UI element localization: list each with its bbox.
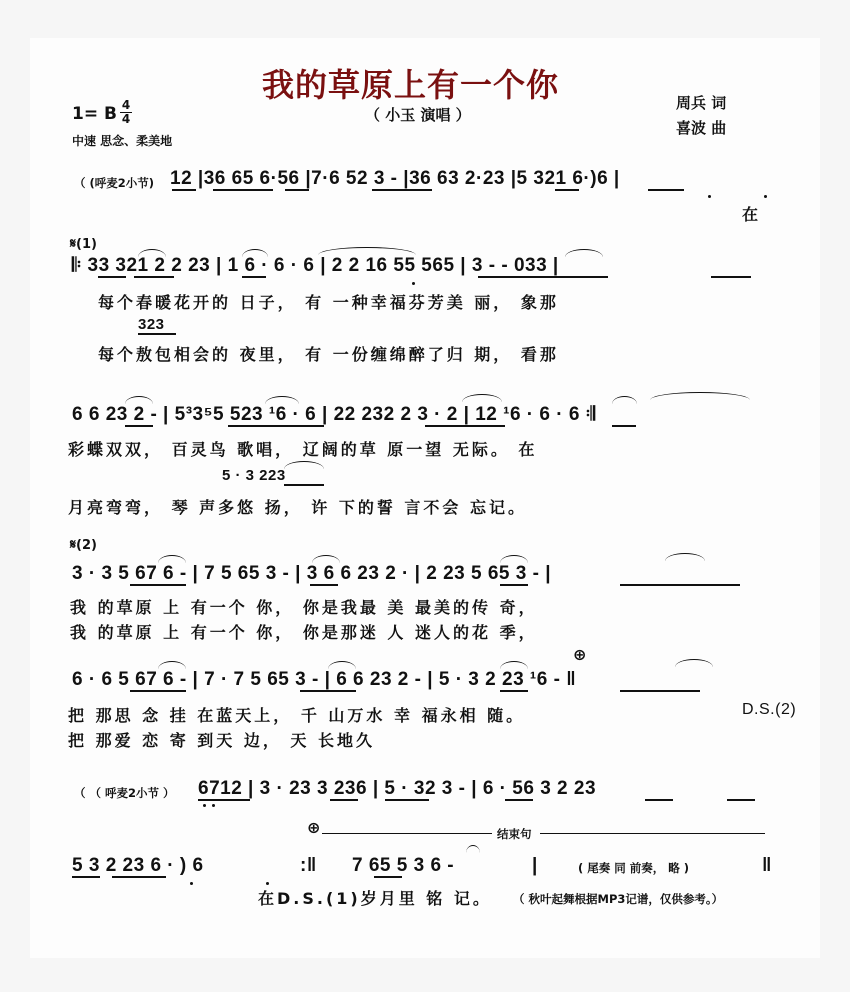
meter-bottom: 4 xyxy=(121,112,131,126)
chorus-lyric-1a: 我 的草原 上 有一个 你， 你是我最 美 最美的传 奇， xyxy=(70,598,538,617)
intro-label: （ (呼麦2小节) xyxy=(74,176,155,190)
composer-credit: 喜波 曲 xyxy=(676,119,727,137)
intro-lyric: 在 xyxy=(742,205,762,224)
song-title: 我的草原上有一个你 xyxy=(262,66,560,104)
variant-notes: 323 xyxy=(138,316,165,333)
key-signature: 1= B xyxy=(72,104,117,124)
segno-1 xyxy=(70,236,97,252)
chorus-lyric-1b: 我 的草原 上 有一个 你， 你是那迷 人 迷人的花 季， xyxy=(70,623,538,642)
final-lyric: 在D.S.(1)岁月里 铭 记。 xyxy=(258,889,492,908)
coda-icon-ending: ⊕ xyxy=(307,818,321,837)
variant-notes-2: 5 · 3 223 xyxy=(222,467,286,484)
intro-notes: 12 |36 65 6·56 |7·6 52 3 - |36 63 2·23 |5 321 6·)6 | xyxy=(170,168,620,189)
ds2-marking: D.S.(2) xyxy=(742,701,797,718)
time-signature xyxy=(120,100,132,125)
meter-top: 4 xyxy=(121,98,131,112)
verse-lyric-1a: 每个春暖花开的 日子， 有 一种幸福芬芳美 丽， 象那 xyxy=(98,293,559,312)
verse-notes-1: 𝄆 33 321 2 2 23 | 1 6 · 6 · 6 | 2 2 16 55 565 | 3 - - 033 | xyxy=(72,255,559,276)
verse-lyric-2a: 彩蝶双双， 百灵鸟 歌唱， 辽阔的草 原一望 无际。 在 xyxy=(68,440,538,459)
segno-sign-icon: 𝄋 xyxy=(70,236,77,252)
segno-2-label: (2) xyxy=(76,538,97,553)
final-notes-right: 7 65 5 3 6 - xyxy=(352,855,455,876)
final-repeat-sign: :‖ xyxy=(300,855,317,876)
ending-label: 结束句 xyxy=(497,827,532,841)
segno-2 xyxy=(70,537,97,553)
segno-1-label: (1) xyxy=(76,237,97,252)
chorus-notes-2: 6 · 6 5 67 6 - | 7 · 7 5 65 3 - | 6 6 23 2 - | 5 · 3 2 23 ¹6 - ‖ xyxy=(72,669,577,690)
outro-notes: 6712 | 3 · 23 3 236 | 5 · 32 3 - | 6 · 56 3 2 23 xyxy=(198,778,597,799)
segno-sign-icon: 𝄋 xyxy=(70,537,77,553)
coda-icon: ⊕ xyxy=(573,645,587,664)
final-end-barline: ‖ xyxy=(762,855,772,876)
outro-label: （ （ 呼麦2小节 ） xyxy=(74,786,175,800)
verse-notes-2: 6 6 23 2 - | 5³3⁵5 523 ¹6 · 6 | 22 232 2 3 · 2 | 12 ¹6 · 6 · 6 𝄇 xyxy=(72,404,596,425)
singer-credit: （ 小玉 演唱 ） xyxy=(365,106,471,124)
final-barline: | xyxy=(532,855,538,876)
tempo-marking: 中速 思念、柔美地 xyxy=(72,134,173,148)
verse-lyric-1b: 每个敖包相会的 夜里， 有 一份缠绵醉了归 期， 看那 xyxy=(98,345,559,364)
chorus-lyric-2b: 把 那爱 恋 寄 到天 边， 天 长地久 xyxy=(68,731,375,750)
verse-lyric-2b: 月亮弯弯， 琴 声多悠 扬， 许 下的誓 言不会 忘记。 xyxy=(68,498,527,517)
final-notes-left: 5 3 2 23 6 · ) 6 xyxy=(72,855,204,876)
lyricist-credit: 周兵 词 xyxy=(676,94,727,112)
outro-note-box: ( 尾奏 同 前奏， 略 ) xyxy=(578,861,690,875)
footnote: （ 秋叶起舞根据MP3记谱，仅供参考。） xyxy=(513,892,724,906)
chorus-notes-1: 3 · 3 5 67 6 - | 7 5 65 3 - | 3 6 6 23 2 · | 2 23 5 65 3 - | xyxy=(72,563,552,584)
chorus-lyric-2a: 把 那思 念 挂 在蓝天上， 千 山万水 幸 福永相 随。 xyxy=(68,706,526,725)
